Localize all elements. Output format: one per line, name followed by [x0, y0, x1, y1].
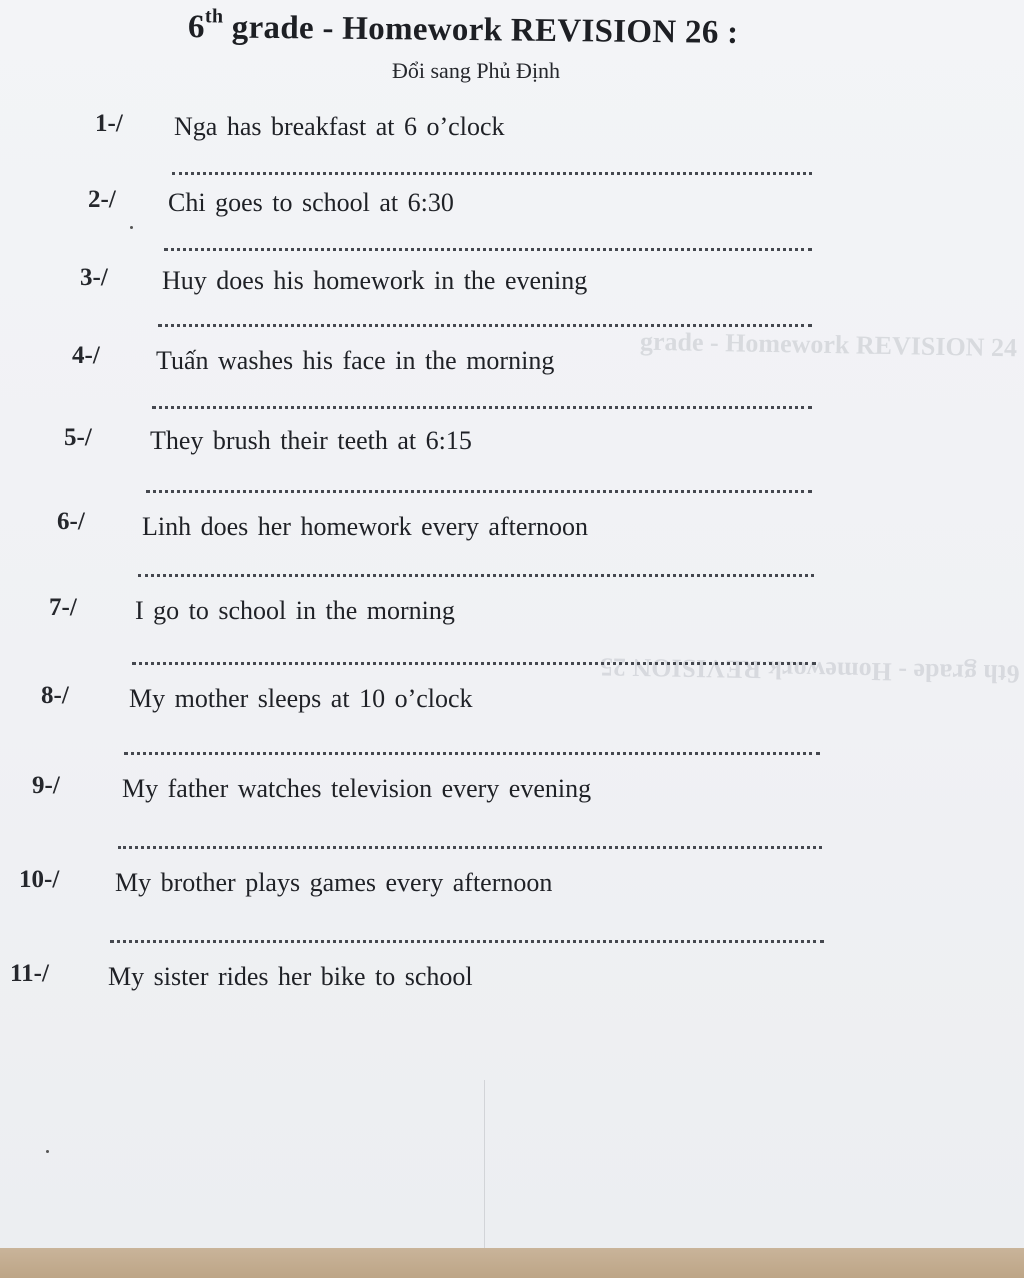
desk-surface	[0, 1248, 1024, 1278]
item-number: 2-/	[88, 186, 116, 213]
item-number: 3-/	[80, 264, 108, 291]
item-number: 7-/	[49, 594, 77, 621]
item-number: 4-/	[72, 342, 100, 369]
item-sentence: Chi goes to school at 6:30	[168, 188, 454, 217]
answer-line	[132, 662, 816, 665]
page-title: 6th grade - Homework REVISION 26 :	[187, 5, 739, 51]
answer-line	[152, 406, 812, 409]
answer-line	[158, 324, 812, 327]
item-sentence: My father watches television every evening	[122, 774, 592, 803]
item-number: 10-/	[19, 866, 60, 893]
item-sentence: They brush their teeth at 6:15	[150, 426, 472, 455]
answer-line	[118, 846, 822, 849]
ink-dot	[46, 1150, 49, 1153]
answer-line	[164, 248, 812, 251]
item-number: 11-/	[10, 960, 49, 987]
answer-line	[172, 172, 812, 175]
item-sentence: My brother plays games every afternoon	[115, 868, 553, 897]
answer-line	[146, 490, 812, 493]
item-sentence: I go to school in the morning	[135, 596, 455, 625]
reverse-side-bleed: grade - Homework REVISION 24	[639, 326, 1018, 363]
item-sentence: Linh does her homework every afternoon	[142, 512, 589, 541]
item-number: 9-/	[32, 772, 60, 799]
answer-line	[138, 574, 814, 577]
item-number: 1-/	[95, 110, 123, 137]
reverse-side-bleed: 6th grade - Homework REVISION 25	[599, 652, 1020, 689]
answer-line	[124, 752, 820, 755]
item-sentence: Tuấn washes his face in the morning	[156, 346, 555, 375]
item-number: 8-/	[41, 682, 69, 709]
answer-line	[110, 940, 824, 943]
page-instruction: Đổi sang Phủ Định	[392, 58, 561, 83]
ink-dot	[130, 226, 133, 229]
item-sentence: Nga has breakfast at 6 o’clock	[174, 112, 505, 141]
item-number: 6-/	[57, 508, 85, 535]
item-sentence: My sister rides her bike to school	[108, 962, 473, 991]
paper-fold	[484, 1080, 485, 1250]
item-number: 5-/	[64, 424, 92, 451]
item-sentence: Huy does his homework in the evening	[162, 266, 588, 295]
item-sentence: My mother sleeps at 10 o’clock	[129, 684, 473, 713]
